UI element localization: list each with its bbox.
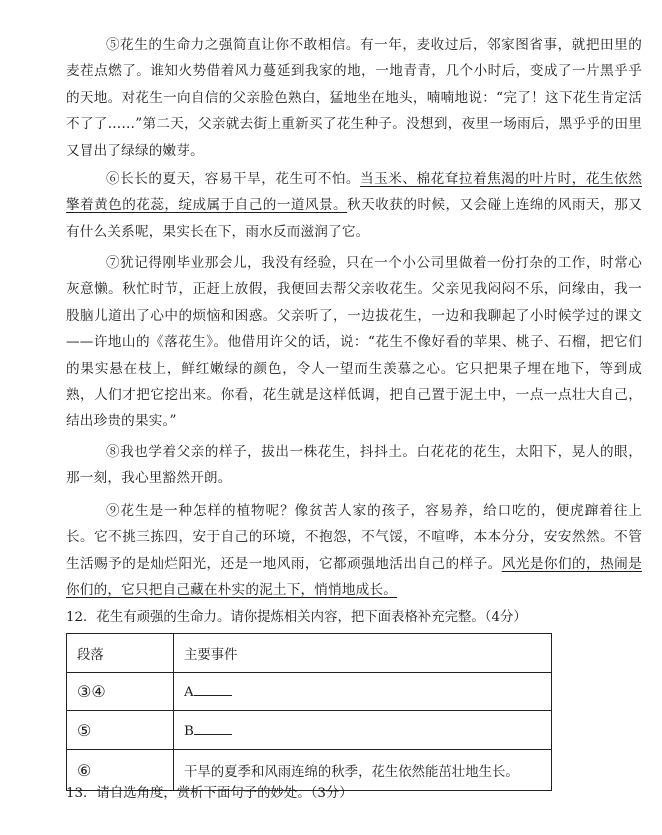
row-event[interactable] [174, 711, 552, 750]
row-event[interactable] [174, 673, 552, 711]
question-12: 12．花生有顽强的生命力。请你提炼相关内容，把下面表格补充完整。（4分） [66, 610, 527, 625]
row-event: 干旱的夏季和风雨连绵的秋季，花生依然能茁壮地生长。 [174, 750, 552, 791]
paragraph-text: ⑦犹记得刚毕业那会儿，我没有经验，只在一个小公司里做着一份打杂的工作，时常心灰意懒。秋忙时节，正赶上放假，我便回去帮父亲收花生。父亲见我闷闷不乐，问缘由，我一股脑儿道出了心中的烦恼和困惑。父亲听了，一边拔花生，一边和我聊起了小时候学过的课文——许地山的《落花生》。他借用许父的话，说：“花生不像好看的苹果、桃子、石榴，把它们的果实悬在枝上，鲜红嫩绿的颜色，令人一望而生羡慕之心。它只把果子埋在地下，等到成熟，人们才把它挖出来。你看，花生就是这样低调，把自己置于泥土中，一点一点壮大自己，结出珍贵的果实。” [66, 255, 642, 430]
paragraph-text: 秋天收获的时候，又会碰上连绵的风雨天，那又有什么关系呢，果实长在下，雨水反而滋润了它。 [66, 197, 643, 240]
paragraph-text: ⑨花生是一种怎样的植物呢？像贫苦人家的孩子，容易养，给口吃的，便虎蹿着往上长。它不挑三拣四，安于自己的环境，不抱怨，不气馁，不喧哗，本本分分，安安然然。不管生活赐予的是灿烂阳光，还是一地风雨，它都顽强地活出自己的样子。 [66, 503, 642, 572]
blank-label: B [184, 723, 194, 739]
underlined-sentence: 当玉米、棉花耷拉着焦渴的叶片时，花生依然擎着黄色的花蕊，绽成属于自己的一道风景。 [66, 171, 642, 214]
answer-blank[interactable] [194, 722, 232, 735]
paragraph-text: ⑧我也学着父亲的样子，拔出一株花生，抖抖土。白花花的花生，太阳下，晃人的眼，那一刻，我心里豁然开朗。 [66, 444, 642, 487]
table-header-row [67, 634, 552, 673]
paragraph-7 [66, 250, 642, 435]
paragraph-text: ⑤花生的生命力之强简直让你不敢相信。有一年，麦收过后，邻家图省事，就把田里的麦茬点燃了。谁知火势借着风力蔓延到我家的地，一地青青，几个小时后，变成了一片黑乎乎的天地。对花生一向自信的父亲脸色熟白，猛地坐在地头，喃喃地说：“完了！这下花生肯定活不了了……”第二天，父亲就去街上重新买了花生种子。没想到，夜里一场雨后，黑乎乎的田里又冒出了绿绿的嫩芽。 [66, 37, 642, 159]
paragraph-9 [66, 498, 642, 604]
row-paragraph: ⑤ [67, 711, 174, 750]
answer-table [66, 633, 552, 791]
row-paragraph: ③④ [67, 673, 174, 711]
header-main-event: 主要事件 [174, 634, 552, 673]
answer-blank[interactable] [194, 683, 232, 696]
table-row [67, 711, 552, 750]
paragraph-text: ⑥长长的夏天，容易干旱，花生可不怕。 [106, 171, 361, 187]
paragraph-6 [66, 166, 642, 245]
paragraph-8 [66, 439, 642, 492]
header-paragraph: 段落 [67, 634, 174, 673]
underlined-sentence: 风光是你们的，热闹是你们的，它只把自己藏在朴实的泥土下，悄悄地成长。 [66, 555, 643, 599]
blank-label: A [184, 685, 194, 700]
table-row [67, 673, 552, 711]
paragraph-5 [66, 32, 642, 164]
question-13: 13．请自选角度，赏析下面句子的妙处。（3分） [66, 786, 353, 801]
row-paragraph: ⑥ [67, 750, 174, 791]
